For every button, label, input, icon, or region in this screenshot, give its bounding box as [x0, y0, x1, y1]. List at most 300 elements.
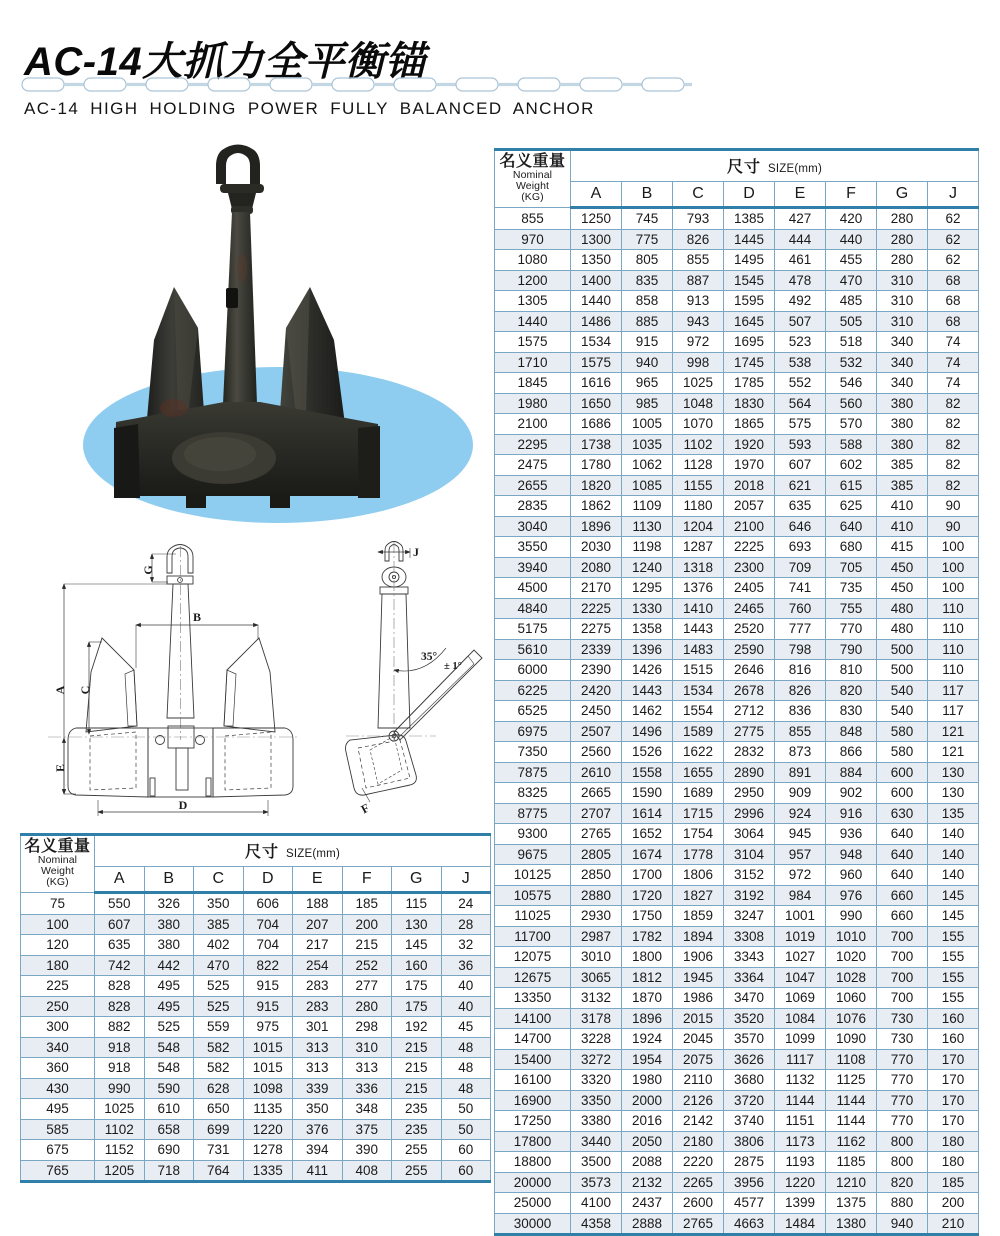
cell-dimension: 1782 — [622, 926, 673, 947]
cell-dimension: 1198 — [622, 537, 673, 558]
cell-dimension: 1495 — [724, 250, 775, 271]
cell-dimension: 117 — [928, 701, 979, 722]
cell-dimension: 1358 — [622, 619, 673, 640]
header-col-c: C — [673, 182, 724, 208]
cell-dimension: 350 — [194, 893, 244, 915]
cell-dimension: 880 — [877, 1193, 928, 1214]
table-row — [495, 393, 979, 414]
cell-nominal-weight: 17250 — [495, 1111, 571, 1132]
cell-dimension: 1151 — [775, 1111, 826, 1132]
cell-dimension: 775 — [622, 229, 673, 250]
cell-dimension: 735 — [826, 578, 877, 599]
cell-dimension: 130 — [928, 762, 979, 783]
cell-nominal-weight: 1575 — [495, 332, 571, 353]
cell-dimension: 1193 — [775, 1152, 826, 1173]
cell-dimension: 3152 — [724, 865, 775, 886]
cell-dimension: 40 — [441, 976, 491, 997]
cell-dimension: 916 — [826, 803, 877, 824]
cell-dimension: 110 — [928, 598, 979, 619]
cell-dimension: 915 — [243, 976, 293, 997]
cell-dimension: 1862 — [571, 496, 622, 517]
cell-dimension: 575 — [775, 414, 826, 435]
table-row — [21, 893, 491, 915]
cell-dimension: 855 — [673, 250, 724, 271]
cell-dimension: 2590 — [724, 639, 775, 660]
cell-dimension: 339 — [293, 1078, 343, 1099]
cell-dimension: 470 — [194, 955, 244, 976]
cell-dimension: 1720 — [622, 885, 673, 906]
cell-dimension: 948 — [826, 844, 877, 865]
cell-dimension: 36 — [441, 955, 491, 976]
header-col-j: J — [928, 182, 979, 208]
cell-dimension: 858 — [622, 291, 673, 312]
page-subtitle: AC-14 HIGH HOLDING POWER FULLY BALANCED ANCHOR — [24, 99, 595, 118]
cell-nominal-weight: 300 — [21, 1017, 95, 1038]
cell-dimension: 1695 — [724, 332, 775, 353]
cell-dimension: 24 — [441, 893, 491, 915]
cell-dimension: 2880 — [571, 885, 622, 906]
cell-dimension: 135 — [928, 803, 979, 824]
table-row — [495, 885, 979, 906]
cell-dimension: 3228 — [571, 1029, 622, 1050]
cell-dimension: 1715 — [673, 803, 724, 824]
cell-dimension: 3380 — [571, 1111, 622, 1132]
cell-dimension: 485 — [826, 291, 877, 312]
cell-dimension: 340 — [877, 332, 928, 353]
cell-dimension: 1484 — [775, 1213, 826, 1235]
cell-dimension: 313 — [293, 1058, 343, 1079]
cell-dimension: 820 — [826, 680, 877, 701]
table-row — [495, 1213, 979, 1235]
dimension-label-b: B — [192, 610, 202, 624]
cell-nominal-weight: 3550 — [495, 537, 571, 558]
cell-dimension: 415 — [877, 537, 928, 558]
cell-dimension: 215 — [392, 1058, 442, 1079]
cell-dimension: 1376 — [673, 578, 724, 599]
cell-dimension: 340 — [877, 352, 928, 373]
cell-dimension: 730 — [877, 1008, 928, 1029]
table-row — [495, 721, 979, 742]
cell-dimension: 835 — [622, 270, 673, 291]
cell-dimension: 1426 — [622, 660, 673, 681]
cell-dimension: 170 — [928, 1049, 979, 1070]
cell-dimension: 390 — [342, 1140, 392, 1161]
cell-dimension: 2930 — [571, 906, 622, 927]
cell-dimension: 2765 — [571, 824, 622, 845]
cell-nominal-weight: 20000 — [495, 1172, 571, 1193]
cell-dimension: 170 — [928, 1111, 979, 1132]
cell-dimension: 280 — [342, 996, 392, 1017]
cell-dimension: 957 — [775, 844, 826, 865]
cell-dimension: 255 — [392, 1140, 442, 1161]
cell-dimension: 3178 — [571, 1008, 622, 1029]
cell-dimension: 1700 — [622, 865, 673, 886]
cell-dimension: 2665 — [571, 783, 622, 804]
cell-dimension: 50 — [441, 1119, 491, 1140]
cell-dimension: 82 — [928, 393, 979, 414]
header-col-b: B — [622, 182, 673, 208]
cell-dimension: 2000 — [622, 1090, 673, 1111]
cell-nominal-weight: 2295 — [495, 434, 571, 455]
cell-dimension: 1738 — [571, 434, 622, 455]
cell-dimension: 538 — [775, 352, 826, 373]
cell-dimension: 1240 — [622, 557, 673, 578]
cell-dimension: 1820 — [571, 475, 622, 496]
cell-nominal-weight: 8325 — [495, 783, 571, 804]
cell-dimension: 3350 — [571, 1090, 622, 1111]
cell-dimension: 1954 — [622, 1049, 673, 1070]
cell-dimension: 873 — [775, 742, 826, 763]
table-row — [495, 639, 979, 660]
cell-dimension: 891 — [775, 762, 826, 783]
cell-dimension: 1102 — [673, 434, 724, 455]
table-body — [21, 893, 491, 1182]
table-row — [495, 865, 979, 886]
cell-nominal-weight: 10575 — [495, 885, 571, 906]
cell-nominal-weight: 5175 — [495, 619, 571, 640]
cell-dimension: 3570 — [724, 1029, 775, 1050]
cell-dimension: 82 — [928, 475, 979, 496]
cell-dimension: 1015 — [243, 1058, 293, 1079]
cell-nominal-weight: 11025 — [495, 906, 571, 927]
table-row — [495, 1131, 979, 1152]
cell-dimension: 1906 — [673, 947, 724, 968]
cell-nominal-weight: 17800 — [495, 1131, 571, 1152]
cell-dimension: 580 — [877, 721, 928, 742]
cell-dimension: 700 — [877, 988, 928, 1009]
cell-dimension: 2015 — [673, 1008, 724, 1029]
cell-dimension: 1785 — [724, 373, 775, 394]
cell-dimension: 790 — [826, 639, 877, 660]
cell-dimension: 798 — [775, 639, 826, 660]
cell-dimension: 235 — [392, 1099, 442, 1120]
cell-dimension: 3680 — [724, 1070, 775, 1091]
header-col-e: E — [293, 867, 343, 893]
table-row — [495, 1049, 979, 1070]
cell-dimension: 548 — [144, 1058, 194, 1079]
cell-dimension: 1575 — [571, 352, 622, 373]
cell-dimension: 68 — [928, 270, 979, 291]
table-row — [495, 208, 979, 230]
cell-dimension: 540 — [877, 680, 928, 701]
table-row — [495, 619, 979, 640]
table-row — [495, 598, 979, 619]
cell-dimension: 74 — [928, 352, 979, 373]
table-row — [495, 1029, 979, 1050]
dimension-label-d: D — [178, 798, 188, 812]
cell-dimension: 188 — [293, 893, 343, 915]
cell-dimension: 4577 — [724, 1193, 775, 1214]
cell-dimension: 731 — [194, 1140, 244, 1161]
cell-dimension: 1986 — [673, 988, 724, 1009]
cell-dimension: 301 — [293, 1017, 343, 1038]
cell-dimension: 1650 — [571, 393, 622, 414]
cell-dimension: 505 — [826, 311, 877, 332]
cell-dimension: 1689 — [673, 783, 724, 804]
cell-dimension: 976 — [826, 885, 877, 906]
table-row — [21, 996, 491, 1017]
header-col-b: B — [144, 867, 194, 893]
cell-dimension: 160 — [928, 1008, 979, 1029]
anchor-engineering-drawings — [28, 540, 490, 832]
cell-dimension: 1554 — [673, 701, 724, 722]
cell-dimension: 1025 — [673, 373, 724, 394]
cell-nominal-weight: 1200 — [495, 270, 571, 291]
cell-dimension: 380 — [877, 414, 928, 435]
cell-dimension: 348 — [342, 1099, 392, 1120]
cell-nominal-weight: 585 — [21, 1119, 95, 1140]
cell-dimension: 2390 — [571, 660, 622, 681]
cell-dimension: 793 — [673, 208, 724, 230]
cell-dimension: 3720 — [724, 1090, 775, 1111]
table-row — [21, 1058, 491, 1079]
cell-dimension: 826 — [775, 680, 826, 701]
table-row — [21, 1099, 491, 1120]
cell-dimension: 1025 — [95, 1099, 145, 1120]
cell-dimension: 972 — [673, 332, 724, 353]
cell-dimension: 607 — [775, 455, 826, 476]
cell-dimension: 155 — [928, 967, 979, 988]
cell-dimension: 621 — [775, 475, 826, 496]
cell-dimension: 2600 — [673, 1193, 724, 1214]
cell-dimension: 3010 — [571, 947, 622, 968]
cell-dimension: 1117 — [775, 1049, 826, 1070]
dimension-label-f: F — [358, 800, 372, 817]
cell-nominal-weight: 3040 — [495, 516, 571, 537]
cell-dimension: 1486 — [571, 311, 622, 332]
cell-dimension: 742 — [95, 955, 145, 976]
cell-dimension: 1132 — [775, 1070, 826, 1091]
cell-dimension: 1220 — [775, 1172, 826, 1193]
cell-dimension: 280 — [877, 229, 928, 250]
cell-dimension: 2610 — [571, 762, 622, 783]
cell-nominal-weight: 2100 — [495, 414, 571, 435]
table-row — [21, 914, 491, 935]
cell-dimension: 600 — [877, 762, 928, 783]
cell-dimension: 1445 — [724, 229, 775, 250]
cell-dimension: 1870 — [622, 988, 673, 1009]
cell-dimension: 1180 — [673, 496, 724, 517]
cell-nominal-weight: 1710 — [495, 352, 571, 373]
large-anchor-size-table — [494, 148, 979, 1236]
cell-dimension: 2220 — [673, 1152, 724, 1173]
cell-dimension: 2560 — [571, 742, 622, 763]
cell-dimension: 3440 — [571, 1131, 622, 1152]
cell-dimension: 1278 — [243, 1140, 293, 1161]
cell-dimension: 1400 — [571, 270, 622, 291]
cell-dimension: 532 — [826, 352, 877, 373]
cell-nominal-weight: 340 — [21, 1037, 95, 1058]
cell-dimension: 1515 — [673, 660, 724, 681]
cell-dimension: 1060 — [826, 988, 877, 1009]
cell-dimension: 1674 — [622, 844, 673, 865]
cell-dimension: 828 — [95, 996, 145, 1017]
cell-dimension: 394 — [293, 1140, 343, 1161]
cell-dimension: 380 — [877, 393, 928, 414]
cell-dimension: 887 — [673, 270, 724, 291]
cell-dimension: 1534 — [673, 680, 724, 701]
cell-nominal-weight: 6000 — [495, 660, 571, 681]
cell-dimension: 960 — [826, 865, 877, 886]
cell-dimension: 200 — [342, 914, 392, 935]
cell-dimension: 376 — [293, 1119, 343, 1140]
cell-dimension: 646 — [775, 516, 826, 537]
cell-nominal-weight: 1980 — [495, 393, 571, 414]
cell-dimension: 972 — [775, 865, 826, 886]
cell-dimension: 990 — [95, 1078, 145, 1099]
table-header — [495, 150, 979, 208]
cell-nominal-weight: 9675 — [495, 844, 571, 865]
cell-dimension: 215 — [392, 1037, 442, 1058]
cell-dimension: 450 — [877, 578, 928, 599]
table-row — [495, 291, 979, 312]
cell-dimension: 1210 — [826, 1172, 877, 1193]
cell-dimension: 593 — [775, 434, 826, 455]
dimension-label-g: G — [141, 565, 155, 575]
cell-dimension: 3104 — [724, 844, 775, 865]
cell-dimension: 2775 — [724, 721, 775, 742]
cell-dimension: 492 — [775, 291, 826, 312]
cell-nominal-weight: 2835 — [495, 496, 571, 517]
cell-dimension: 380 — [144, 914, 194, 935]
table-row — [21, 976, 491, 997]
cell-dimension: 550 — [95, 893, 145, 915]
cell-dimension: 913 — [673, 291, 724, 312]
cell-nominal-weight: 225 — [21, 976, 95, 997]
table-row — [495, 496, 979, 517]
cell-dimension: 885 — [622, 311, 673, 332]
cell-nominal-weight: 6225 — [495, 680, 571, 701]
table-row — [495, 824, 979, 845]
cell-dimension: 1652 — [622, 824, 673, 845]
cell-nominal-weight: 10125 — [495, 865, 571, 886]
cell-dimension: 564 — [775, 393, 826, 414]
cell-dimension: 140 — [928, 824, 979, 845]
cell-dimension: 200 — [928, 1193, 979, 1214]
dimension-label-j: J — [413, 545, 419, 559]
cell-nominal-weight: 25000 — [495, 1193, 571, 1214]
cell-dimension: 155 — [928, 926, 979, 947]
cell-dimension: 410 — [877, 496, 928, 517]
cell-nominal-weight: 8775 — [495, 803, 571, 824]
cell-dimension: 410 — [877, 516, 928, 537]
table-row — [21, 955, 491, 976]
cell-dimension: 3956 — [724, 1172, 775, 1193]
cell-dimension: 560 — [826, 393, 877, 414]
cell-dimension: 1069 — [775, 988, 826, 1009]
cell-nominal-weight: 75 — [21, 893, 95, 915]
cell-dimension: 882 — [95, 1017, 145, 1038]
table-row — [495, 967, 979, 988]
table-row — [495, 332, 979, 353]
page-header — [0, 0, 1000, 132]
cell-dimension: 884 — [826, 762, 877, 783]
cell-nominal-weight: 30000 — [495, 1213, 571, 1235]
table-row — [495, 270, 979, 291]
cell-dimension: 704 — [243, 914, 293, 935]
cell-dimension: 478 — [775, 270, 826, 291]
table-row — [495, 578, 979, 599]
cell-dimension: 495 — [144, 976, 194, 997]
table-row — [495, 926, 979, 947]
cell-dimension: 718 — [144, 1160, 194, 1182]
table-row — [495, 1172, 979, 1193]
table-row — [495, 455, 979, 476]
cell-dimension: 2850 — [571, 865, 622, 886]
cell-dimension: 640 — [826, 516, 877, 537]
cell-dimension: 1980 — [622, 1070, 673, 1091]
cell-dimension: 2420 — [571, 680, 622, 701]
cell-nominal-weight: 11700 — [495, 926, 571, 947]
cell-nominal-weight: 120 — [21, 935, 95, 956]
cell-dimension: 1335 — [243, 1160, 293, 1182]
cell-dimension: 121 — [928, 721, 979, 742]
cell-dimension: 607 — [95, 914, 145, 935]
cell-dimension: 588 — [826, 434, 877, 455]
cell-dimension: 1462 — [622, 701, 673, 722]
header-col-e: E — [775, 182, 826, 208]
cell-dimension: 559 — [194, 1017, 244, 1038]
cell-dimension: 2180 — [673, 1131, 724, 1152]
cell-dimension: 730 — [877, 1029, 928, 1050]
cell-dimension: 741 — [775, 578, 826, 599]
cell-dimension: 110 — [928, 619, 979, 640]
cell-dimension: 602 — [826, 455, 877, 476]
cell-dimension: 704 — [243, 935, 293, 956]
cell-dimension: 1125 — [826, 1070, 877, 1091]
cell-dimension: 1155 — [673, 475, 724, 496]
cell-dimension: 2075 — [673, 1049, 724, 1070]
cell-dimension: 546 — [826, 373, 877, 394]
cell-dimension: 610 — [144, 1099, 194, 1120]
table-row — [495, 701, 979, 722]
cell-dimension: 1545 — [724, 270, 775, 291]
cell-dimension: 1443 — [622, 680, 673, 701]
table-row — [495, 1090, 979, 1111]
cell-dimension: 50 — [441, 1099, 491, 1120]
cell-dimension: 1396 — [622, 639, 673, 660]
cell-dimension: 1780 — [571, 455, 622, 476]
header-col-a: A — [95, 867, 145, 893]
cell-dimension: 2110 — [673, 1070, 724, 1091]
cell-dimension: 217 — [293, 935, 343, 956]
cell-dimension: 816 — [775, 660, 826, 681]
cell-dimension: 760 — [775, 598, 826, 619]
cell-dimension: 336 — [342, 1078, 392, 1099]
cell-nominal-weight: 1305 — [495, 291, 571, 312]
cell-dimension: 1295 — [622, 578, 673, 599]
cell-dimension: 945 — [775, 824, 826, 845]
cell-dimension: 2080 — [571, 557, 622, 578]
cell-nominal-weight: 855 — [495, 208, 571, 230]
cell-dimension: 74 — [928, 373, 979, 394]
table-row — [21, 1017, 491, 1038]
cell-dimension: 500 — [877, 660, 928, 681]
cell-dimension: 2170 — [571, 578, 622, 599]
cell-dimension: 628 — [194, 1078, 244, 1099]
cell-dimension: 1399 — [775, 1193, 826, 1214]
cell-dimension: 705 — [826, 557, 877, 578]
cell-dimension: 170 — [928, 1070, 979, 1091]
cell-dimension: 1015 — [243, 1037, 293, 1058]
cell-dimension: 1048 — [673, 393, 724, 414]
cell-dimension: 606 — [243, 893, 293, 915]
cell-dimension: 998 — [673, 352, 724, 373]
cell-dimension: 660 — [877, 906, 928, 927]
small-anchor-size-table — [20, 833, 491, 1183]
table-row — [495, 311, 979, 332]
cell-dimension: 1128 — [673, 455, 724, 476]
